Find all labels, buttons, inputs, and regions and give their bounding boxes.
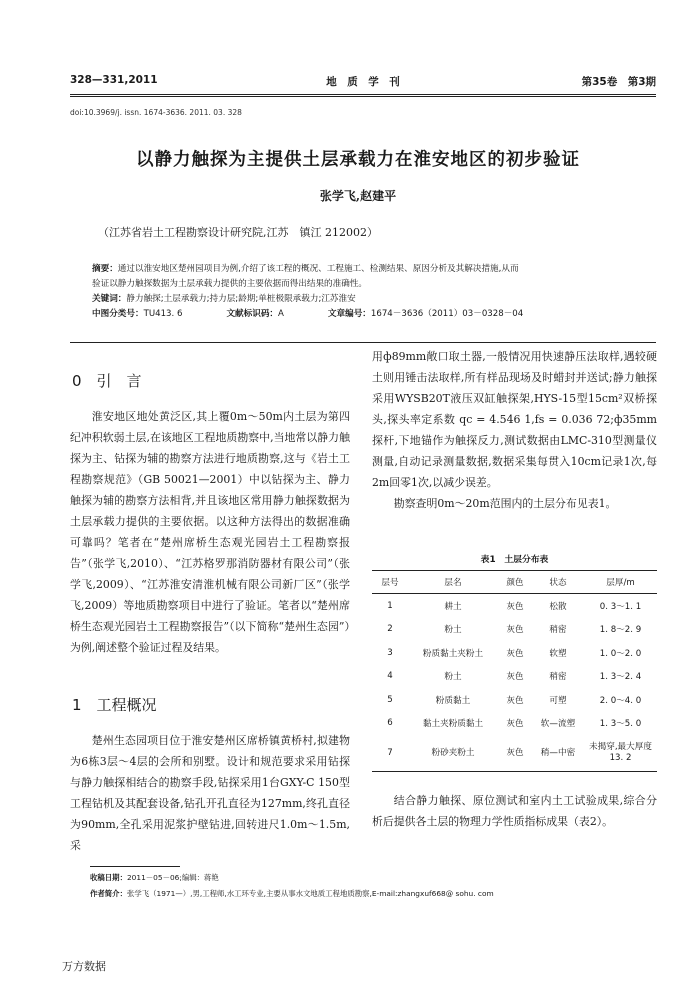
abstract-rule (70, 342, 656, 343)
table-cell: 稍密 (549, 625, 567, 636)
table-cell: 稍—中密 (532, 735, 584, 772)
table-cell: 灰色 (506, 695, 524, 706)
table-cell: 软塑 (549, 648, 567, 659)
table-cell: 6 (387, 718, 393, 729)
keywords-label: 关键词： (92, 294, 127, 304)
table-row (372, 665, 657, 689)
abstract-text-1: 通过以淮安地区楚州园项目为例,介绍了该工程的概况、工程施工、检测结果、原因分析及其解决措施,从而 (117, 264, 519, 274)
authors: 张学飞,赵建平 (319, 189, 397, 203)
table-cell: 灰色 (506, 601, 524, 612)
table-cell: 粉土 (444, 625, 462, 636)
clc-label: 中图分类号： (92, 309, 144, 319)
table-cell: 灰色 (506, 648, 524, 659)
table-1 (372, 570, 657, 772)
volume-issue: 第35卷 第3期 (581, 76, 656, 88)
table-cell: 1. 3～2. 4 (599, 672, 642, 683)
table-cell: 可塑 (549, 695, 567, 706)
author-bio (90, 888, 494, 899)
table-row (372, 688, 657, 712)
table-cell: 灰色 (506, 625, 524, 636)
table-1-header-color: 颜色 (498, 571, 532, 594)
received-date (90, 872, 219, 883)
table-1-header-layer-no: 层号 (372, 571, 408, 594)
watermark: 万方数据 (62, 960, 106, 973)
table-cell: 松散 (549, 601, 567, 612)
right-paragraph-2: 勘察查明0m～20m范围内的土层分布见表1。 (393, 497, 617, 510)
table-1-header-state: 状态 (532, 571, 584, 594)
footnote-rule (90, 866, 180, 867)
right-column-top (372, 346, 657, 514)
table-cell: 1. 3～5. 0 (599, 719, 642, 730)
received-text: 2011－05－06;编辑：蒋艳 (126, 873, 219, 882)
table-cell: 1. 8～2. 9 (599, 625, 642, 636)
article-no-label: 文章编号： (327, 309, 371, 319)
clc-value: TU413. 6 (143, 309, 183, 319)
table-row (372, 594, 657, 618)
paper-title: 以静力触探为主提供土层承载力在淮安地区的初步验证 (136, 150, 580, 170)
right-column-bottom (372, 790, 657, 832)
table-cell: 0. 3～1. 1 (599, 601, 642, 612)
abstract-label: 摘要： (92, 264, 118, 274)
author-bio-label: 作者简介： (90, 889, 127, 898)
table-cell: 粉土 (444, 672, 462, 683)
table-row (372, 712, 657, 736)
section-0-heading: 0 引 言 (72, 372, 142, 390)
table-cell: 1 (387, 600, 393, 611)
table-cell: 粉砂夹粉土 (408, 735, 498, 772)
table-1-header-layer-name: 层名 (408, 571, 498, 594)
table-cell: 7 (372, 735, 408, 772)
table-cell: 3 (387, 647, 393, 658)
affiliation: （江苏省岩土工程勘察设计研究院,江苏 镇江 212002） (98, 226, 378, 239)
right-paragraph-3: 结合静力触探、原位测试和室内土工试验成果,综合分析后提供各土层的物理力学性质指标成果（表2）。 (372, 794, 657, 828)
abstract-text-2: 验证以静力触探数据为土层承载力提供的主要依据而得出结果的准确性。 (92, 279, 368, 289)
doc-code-label: 文献标识码： (226, 309, 279, 319)
keywords-text: 静力触探;土层承载力;持力层;龄期;单桩极限承载力;江苏淮安 (126, 294, 356, 304)
left-column (70, 406, 350, 658)
table-cell: 粉质黏土夹粉土 (422, 648, 484, 659)
section-1-paragraph: 楚州生态园项目位于淮安楚州区席桥镇黄桥村,拟建物为6栋3层～4层的会所和别墅。设计和规范要求采用钻探与静力触探相结合的勘察手段,钻探采用1台GXY-C 150型工程钻机及其配套设备,钻孔开孔直径为127mm,终孔直径为90mm,全孔采用泥浆护壁钻进,回转进尺1.0m～1.5m,采 (70, 734, 350, 852)
table-row (372, 735, 657, 772)
table-1-caption: 表1 土层分布表 (480, 555, 549, 565)
table-cell: 4 (387, 671, 393, 682)
article-no-value: 1674－3636（2011）03－0328－04 (370, 309, 524, 319)
header-rule (70, 94, 656, 95)
received-label: 收稿日期： (90, 873, 127, 882)
table-row (372, 618, 657, 642)
right-paragraph-1: 用ф89mm敞口取土器,一般情况用快速静压法取样,遇较硬土则用锤击法取样,所有样品现场及时蜡封并送试;静力触探采用WYSB20T液压双缸触探架,HYS-15型15cm²双桥探头,探头率定系数 qc = 4.546 1,fs = 0.036 72;ф35mm探杆,下地锚作为触探反力,测试数据由LMC-310型测量仪测量,自动记录测量数据,数据采集每贯入10cm记录1次,每2m回零1次,以减少误差。 (372, 350, 657, 489)
table-cell: 耕土 (444, 601, 462, 612)
table-cell: 灰色 (498, 735, 532, 772)
table-cell: 5 (387, 694, 393, 705)
doi: doi:10.3969/j. issn. 1674-3636. 2011. 03. 328 (70, 108, 242, 117)
classification-line (92, 307, 638, 322)
table-cell: 稍密 (549, 672, 567, 683)
table-cell: 黏土夹粉质黏土 (422, 719, 484, 730)
section-0-paragraph: 淮安地区地处黄泛区,其上覆0m～50m内土层为第四纪冲积软弱土层,在该地区工程地质勘察中,当地常以静力触探为主、钻探为辅的勘察方法进行地质勘察,这与《岩土工程勘察规范》（GB 50021—2001）中以钻探为主、静力触探为辅的勘察方法相背,并且该地区常用静力触探数据为土层承载力提供的主要依据。以这种方法得出的数据准确可靠吗？笔者在“楚州席桥生态观光园岩土工程勘察报告”（张学飞,2010）、“江苏格罗那消防器材有限公司”（张学飞,2009）、“江苏淮安清淮机械有限公司新厂区”（张学飞,2009）等地质勘察项目中进行了验证。笔者以“楚州席桥生态观光园岩土工程勘察报告”（以下简称“楚州生态园”）为例,阐述整个验证过程及结果。 (70, 410, 350, 654)
table-cell: 1. 0～2. 0 (599, 648, 642, 659)
table-cell: 粉质黏土 (435, 695, 471, 706)
doc-code-value: A (278, 309, 284, 319)
abstract (92, 262, 638, 322)
table-cell: 灰色 (506, 672, 524, 683)
table-cell: 2 (387, 624, 393, 635)
table-cell: 软—流塑 (540, 719, 576, 730)
table-1-header-thickness: 层厚/m (584, 571, 657, 594)
table-cell: 2. 0～4. 0 (599, 695, 642, 706)
section-1-heading: 1 工程概况 (72, 696, 157, 714)
table-row (372, 641, 657, 665)
table-cell: 未揭穿,最大厚度13. 2 (584, 735, 657, 772)
page-range: 328—331,2011 (70, 74, 158, 86)
table-cell: 灰色 (506, 719, 524, 730)
author-bio-text: 张学飞（1971—）,男,工程师,水工环专业,主要从事水文地质工程地质勘察,E-mail:zhangxuf668@ sohu. com (126, 889, 494, 898)
header-rule-thin (70, 96, 656, 97)
section-1-body (70, 730, 350, 856)
journal-name: 地 质 学 刊 (326, 76, 400, 88)
